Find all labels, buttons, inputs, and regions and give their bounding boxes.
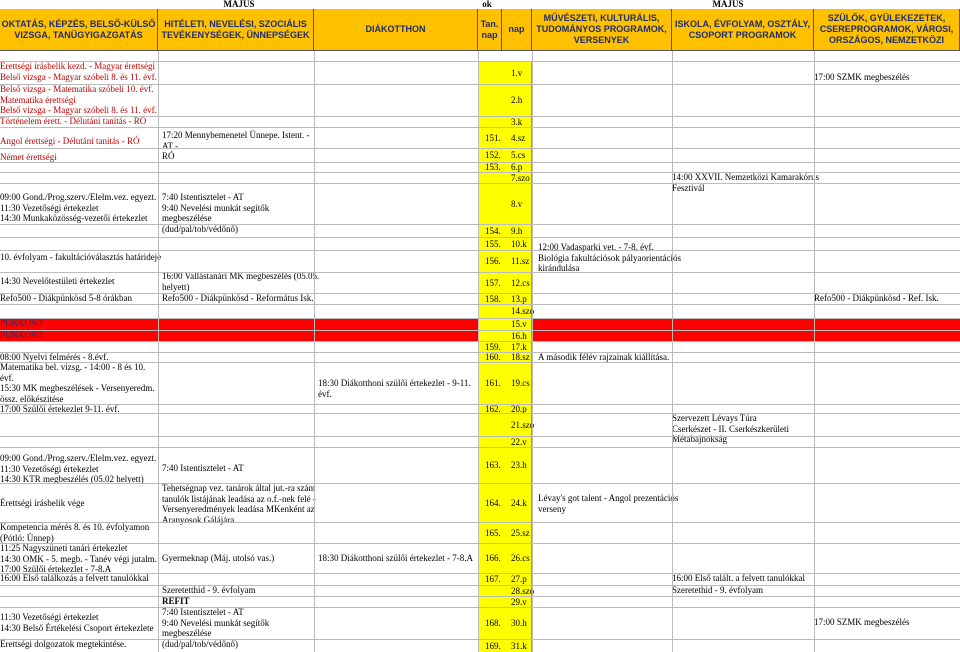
row-divider bbox=[0, 127, 960, 128]
header-arts[interactable] bbox=[532, 9, 672, 51]
school-day-number: 164. bbox=[485, 497, 501, 508]
day-cell bbox=[478, 352, 532, 362]
day-cell bbox=[478, 522, 532, 543]
header-arts-text: MŰVÉSZETI, KULTURÁLIS, TUDOMÁNYOS PROGRAMOK, VERSENYEK bbox=[536, 13, 667, 45]
day-label: 3.k bbox=[511, 116, 523, 127]
school-day-number: 163. bbox=[485, 460, 501, 470]
header-religious-text: HITÉLETI, NEVELÉSI, SZOCIÁLIS TEVÉKENYSÉGEK, ÜNNEPSÉGEK bbox=[161, 18, 310, 40]
day-label: 18.sz bbox=[511, 352, 530, 362]
event-r24-education[interactable]: Érettségi írásbelik vége bbox=[0, 498, 85, 508]
day-cell bbox=[478, 318, 532, 330]
row-divider bbox=[0, 585, 960, 586]
row-divider bbox=[0, 573, 960, 574]
day-label: 23.h bbox=[511, 460, 527, 470]
day-cell bbox=[478, 639, 532, 652]
day-label: 7.szo bbox=[511, 172, 530, 183]
event-r5-education[interactable]: Angol érettségi - Délutáni tanítás - RÓ bbox=[0, 136, 140, 146]
school-day-number: 158. bbox=[485, 293, 501, 304]
day-cell bbox=[478, 585, 535, 596]
school-day-number: 154. bbox=[485, 225, 501, 236]
school-day-number: 152. bbox=[485, 150, 501, 160]
row-divider bbox=[0, 162, 960, 163]
row-divider bbox=[0, 116, 960, 117]
column-divider bbox=[672, 51, 673, 652]
row-divider bbox=[0, 639, 960, 640]
event-r13-education[interactable]: Refo500 - Diákpünkösd 5-8 órákban bbox=[0, 293, 132, 303]
event-r23-religious[interactable]: 7:40 Istentisztelet - AT bbox=[162, 463, 244, 473]
school-day-number: 159. bbox=[485, 341, 501, 352]
day-label: 29.v bbox=[511, 596, 527, 607]
event-r9-religious[interactable]: 7:40 Istentisztelet - AT 9:40 Nevelési munkát segítők megbeszélése (dud/pal/tob/védőnő) bbox=[162, 192, 270, 234]
row-divider bbox=[0, 224, 960, 225]
header-dormitory-text: DIÁKOTTHON bbox=[365, 24, 426, 34]
row-divider bbox=[0, 596, 960, 597]
day-cell bbox=[478, 413, 535, 436]
event-r13-religious[interactable]: Refo500 - Diákpünkösd - Református Isk. bbox=[162, 293, 314, 303]
day-cell bbox=[478, 224, 532, 237]
event-r27-education[interactable]: 16:00 Első találkozás a felvett tanulókkal bbox=[0, 573, 149, 583]
header-school-day[interactable] bbox=[478, 9, 502, 51]
event-r26-religious[interactable]: Gyermeknap (Máj. utolsó vas.) bbox=[162, 553, 275, 563]
day-cell bbox=[478, 596, 532, 607]
day-label: 20.p bbox=[511, 403, 527, 414]
day-label: 4.sz bbox=[511, 132, 526, 143]
school-day-number: 151. bbox=[485, 132, 501, 143]
holiday-label-15: PÜNKÖSD bbox=[0, 318, 43, 328]
day-label: 8.v bbox=[511, 198, 523, 209]
school-day-number: 160. bbox=[485, 352, 501, 362]
day-label: 17.k bbox=[511, 341, 527, 352]
row-divider bbox=[0, 413, 960, 414]
day-label: 5.cs bbox=[511, 150, 526, 160]
day-cell bbox=[478, 116, 532, 127]
day-label: 21.szo bbox=[511, 419, 535, 430]
column-divider bbox=[478, 51, 479, 652]
day-cell bbox=[478, 543, 532, 573]
event-r8-school[interactable]: 14:00 XXVII. Nemzetközi Kamarakórus Fesztivál bbox=[672, 172, 819, 193]
day-cell bbox=[478, 148, 532, 162]
event-r2-education[interactable]: Érettségi írásbelik kezd. - Magyar érettségi Belső vizsga - Magyar szóbeli 8. és 11. évf. bbox=[0, 61, 157, 82]
school-day-number: 165. bbox=[485, 527, 501, 538]
row-divider bbox=[0, 362, 960, 363]
row-divider bbox=[0, 447, 960, 448]
header-dormitory[interactable] bbox=[314, 9, 478, 51]
day-label: 28.szo bbox=[511, 585, 535, 596]
day-cell bbox=[478, 304, 535, 318]
day-label: 6.p bbox=[511, 162, 523, 172]
event-r18-arts[interactable]: A második félév rajzainak kiállítása. bbox=[538, 352, 670, 362]
day-cell bbox=[478, 607, 532, 639]
day-cell bbox=[478, 172, 532, 183]
event-r29-religious[interactable]: REFIT bbox=[162, 596, 190, 606]
row-divider bbox=[0, 237, 960, 238]
event-r28-religious[interactable]: Szeretetthid - 9. évfolyam bbox=[162, 585, 256, 595]
event-r18-education[interactable]: 08:00 Nyelvi felmérés - 8.évf. bbox=[0, 352, 109, 362]
header-parents-text: SZÜLŐK, GYÜLEKEZETEK, CSEREPROGRAMOK, VÁROSI, ORSZÁGOS, NEMZETKÖZI bbox=[819, 13, 954, 45]
row-divider bbox=[0, 318, 960, 319]
header-education-text: OKTATÁS, KÉPZÉS, BELSŐ-KÜLSŐ VIZSGA, TANÜGYIGAZGATÁS bbox=[1, 18, 156, 40]
day-label: 27.p bbox=[511, 574, 527, 584]
event-r12-religious[interactable]: 16:00 Vallástanári MK megbeszélés (05.05. helyett) bbox=[162, 271, 320, 292]
day-label: 15.v bbox=[511, 319, 527, 329]
day-cell bbox=[478, 447, 532, 483]
event-r19-education[interactable]: Matematika bel. vizsg. - 14:00 - 8 és 10. évf. 15:30 MK megbeszélések - Versenyeredm. össz. előkészítése 17:00 Szülői értekezlet 9-11. évf. bbox=[0, 362, 155, 414]
day-cell bbox=[478, 162, 532, 172]
row-divider bbox=[0, 330, 960, 331]
column-divider bbox=[814, 51, 815, 652]
school-day-number: 166. bbox=[485, 553, 501, 563]
event-r21-school[interactable]: Szervezett Lévays Túra Cserkészet - II. Cserkészkerületi Métabajnokság bbox=[672, 413, 789, 444]
day-cell bbox=[478, 573, 532, 585]
event-r5-religious[interactable]: 17:20 Mennybemenetel Ünnepe. Istent. - AT - RÓ bbox=[162, 130, 310, 161]
day-label: 25.sz bbox=[511, 527, 530, 538]
day-cell bbox=[478, 61, 532, 84]
row-divider bbox=[0, 607, 960, 608]
event-r12-education[interactable]: 14:30 Nevelőtestületi értekezlet bbox=[0, 276, 115, 286]
row-divider bbox=[0, 172, 960, 173]
event-r13-parents[interactable]: Refo500 - Diákpünkösd - Ref. Isk. bbox=[814, 293, 939, 303]
event-r6-education[interactable]: Német érettségi bbox=[0, 152, 57, 162]
row-divider bbox=[0, 522, 960, 523]
row-divider bbox=[0, 84, 960, 85]
school-day-number: 155. bbox=[485, 238, 501, 249]
event-r9-education[interactable]: 09:00 Gond./Prog.szerv./Elelm.vez. egyezt. 11:30 Vezetőségi értekezlet 14:30 Munkaközösség-vezetői értekezlet bbox=[0, 192, 157, 223]
header-school-day-text: Tan. nap bbox=[480, 18, 499, 40]
event-r23-education[interactable]: 09:00 Gond./Prog.szerv./Elelm.vez. egyezt. 11:30 Vezetőségi értekezlet 14:30 KTR megbeszélés (05.02 helyett) bbox=[0, 453, 157, 484]
day-cell bbox=[478, 330, 532, 341]
event-r19-dormitory[interactable]: 18:30 Diákotthoni szülői értekezlet - 9-11. évf. bbox=[318, 378, 471, 399]
school-day-number: 169. bbox=[485, 640, 501, 651]
row-divider bbox=[0, 61, 960, 62]
row-divider bbox=[0, 250, 960, 251]
day-label: 9.h bbox=[511, 225, 523, 236]
day-label: 26.cs bbox=[511, 553, 530, 563]
row-divider bbox=[0, 483, 960, 484]
day-label: 19.cs bbox=[511, 378, 530, 388]
day-cell bbox=[478, 237, 532, 250]
event-r25-education[interactable]: Kompetencia mérés 8. és 10. évfolyamon (Pótló: Ünnep) bbox=[0, 522, 150, 543]
school-day-number: 157. bbox=[485, 277, 501, 288]
day-label: 24.k bbox=[511, 497, 527, 508]
day-label: 30.h bbox=[511, 618, 527, 628]
header-parents[interactable] bbox=[814, 9, 960, 51]
day-cell bbox=[478, 250, 532, 272]
row-divider bbox=[0, 148, 960, 149]
event-r26-education[interactable]: 11:25 Nagyszüneti tanári értekezlet 14:30 OMK - 5. megb. - Tanév végi jutalm. 17:00 Szülői értekezlet - 7-8.A bbox=[0, 543, 157, 574]
row-divider bbox=[0, 341, 960, 342]
header-day-text: nap bbox=[508, 24, 525, 34]
day-label: 22.v bbox=[511, 436, 527, 447]
day-label: 10.k bbox=[511, 238, 527, 249]
event-r24-religious[interactable]: Tehetségnap vez. tanárok által jut.-ra szánt tanulók listájának leadása az o.f.-nek felé - Versenyeredmények leadása MKenként az Aranyosok Gálájára bbox=[162, 483, 316, 525]
event-r26-dormitory[interactable]: 18:30 Diákotthoni szülői értekezlet - 7-8.A bbox=[318, 553, 473, 563]
school-day-number: 162. bbox=[485, 403, 501, 414]
day-cell bbox=[478, 436, 532, 447]
day-label: 13.p bbox=[511, 293, 527, 304]
event-r27-school[interactable]: 16:00 Első talált. a felvett tanulókkal bbox=[672, 573, 805, 583]
school-day-number: 161. bbox=[485, 378, 501, 388]
month-label-left-text: MÁJUS bbox=[223, 0, 255, 9]
month-label-right-text: MÁJUS bbox=[712, 0, 744, 9]
day-label: 1.v bbox=[511, 67, 523, 78]
event-r28-school[interactable]: Szeretethid - 9. évfolyam bbox=[672, 585, 763, 595]
event-r2-parents[interactable]: 17:00 SZMK megbeszélés bbox=[814, 72, 910, 82]
school-day-number: 156. bbox=[485, 256, 501, 266]
event-r4-education[interactable]: Történelem érett. - Délutáni tanítás - RÓ bbox=[0, 116, 147, 126]
day-label: 11.sz bbox=[511, 256, 530, 266]
column-divider bbox=[532, 51, 533, 652]
row-divider bbox=[0, 272, 960, 273]
school-day-number: 153. bbox=[485, 162, 501, 172]
ok-label-text: ok bbox=[482, 0, 492, 9]
day-cell bbox=[478, 341, 532, 352]
event-r11-education[interactable]: 10. évfolyam - fakultációválasztás határideje bbox=[0, 252, 162, 262]
column-divider bbox=[158, 51, 159, 652]
event-r24-arts[interactable]: Lévay's got talent - Angol prezentációs verseny bbox=[538, 493, 679, 514]
row-divider bbox=[0, 436, 960, 437]
event-r11-arts[interactable]: 12:00 Vadasparki vet. - 7-8. évf. Biológia fakultációsok pályaorientációs kirándulása bbox=[538, 242, 681, 273]
row-divider bbox=[0, 183, 960, 184]
day-label: 31.k bbox=[511, 640, 527, 651]
event-r30-religious[interactable]: 7:40 Istentisztelet - AT 9:40 Nevelési munkát segítők megbeszélése (dud/pal/tob/védőnő) bbox=[162, 607, 270, 649]
day-cell bbox=[478, 272, 532, 293]
day-cell bbox=[478, 362, 532, 404]
day-cell bbox=[478, 183, 532, 224]
header-religious[interactable] bbox=[158, 9, 314, 51]
event-r31-education[interactable]: Érettségi dolgozatok megtekintése. bbox=[0, 639, 127, 649]
day-cell bbox=[478, 483, 532, 522]
header-school-programs-text: ISKOLA, ÉVFOLYAM, OSZTÁLY, CSOPORT PROGRAMOK bbox=[674, 18, 811, 40]
row-divider bbox=[0, 543, 960, 544]
day-cell bbox=[478, 404, 532, 413]
day-label: 2.h bbox=[511, 95, 523, 105]
header-education[interactable] bbox=[0, 9, 158, 51]
row-divider bbox=[0, 293, 960, 294]
event-r30-education[interactable]: 11:30 Vezetőségi értekezlet 14:30 Belső Értékelési Csoport értekezlete bbox=[0, 612, 154, 633]
event-r30-parents[interactable]: 17:00 SZMK megbeszélés bbox=[814, 617, 910, 627]
school-day-number: 168. bbox=[485, 618, 501, 628]
holiday-label-16: PÜNKÖSD bbox=[0, 330, 43, 340]
column-divider bbox=[314, 51, 315, 652]
school-day-number: 167. bbox=[485, 574, 501, 584]
day-label: 16.h bbox=[511, 330, 527, 341]
header-school-programs[interactable] bbox=[672, 9, 814, 51]
day-cell bbox=[478, 293, 532, 304]
header-day[interactable] bbox=[502, 9, 532, 51]
row-divider bbox=[0, 404, 960, 405]
day-label: 12.cs bbox=[511, 277, 530, 288]
row-divider bbox=[0, 352, 960, 353]
day-cell bbox=[478, 84, 532, 116]
row-divider bbox=[0, 304, 960, 305]
event-r3-education[interactable]: Belső vizsga - Matematika szóbeli 10. évf. Matematika érettségi Belső vizsga - Magyar szóbeli 8. és 11. évf. bbox=[0, 84, 157, 115]
day-label: 14.szo bbox=[511, 306, 535, 316]
day-cell bbox=[478, 127, 532, 148]
